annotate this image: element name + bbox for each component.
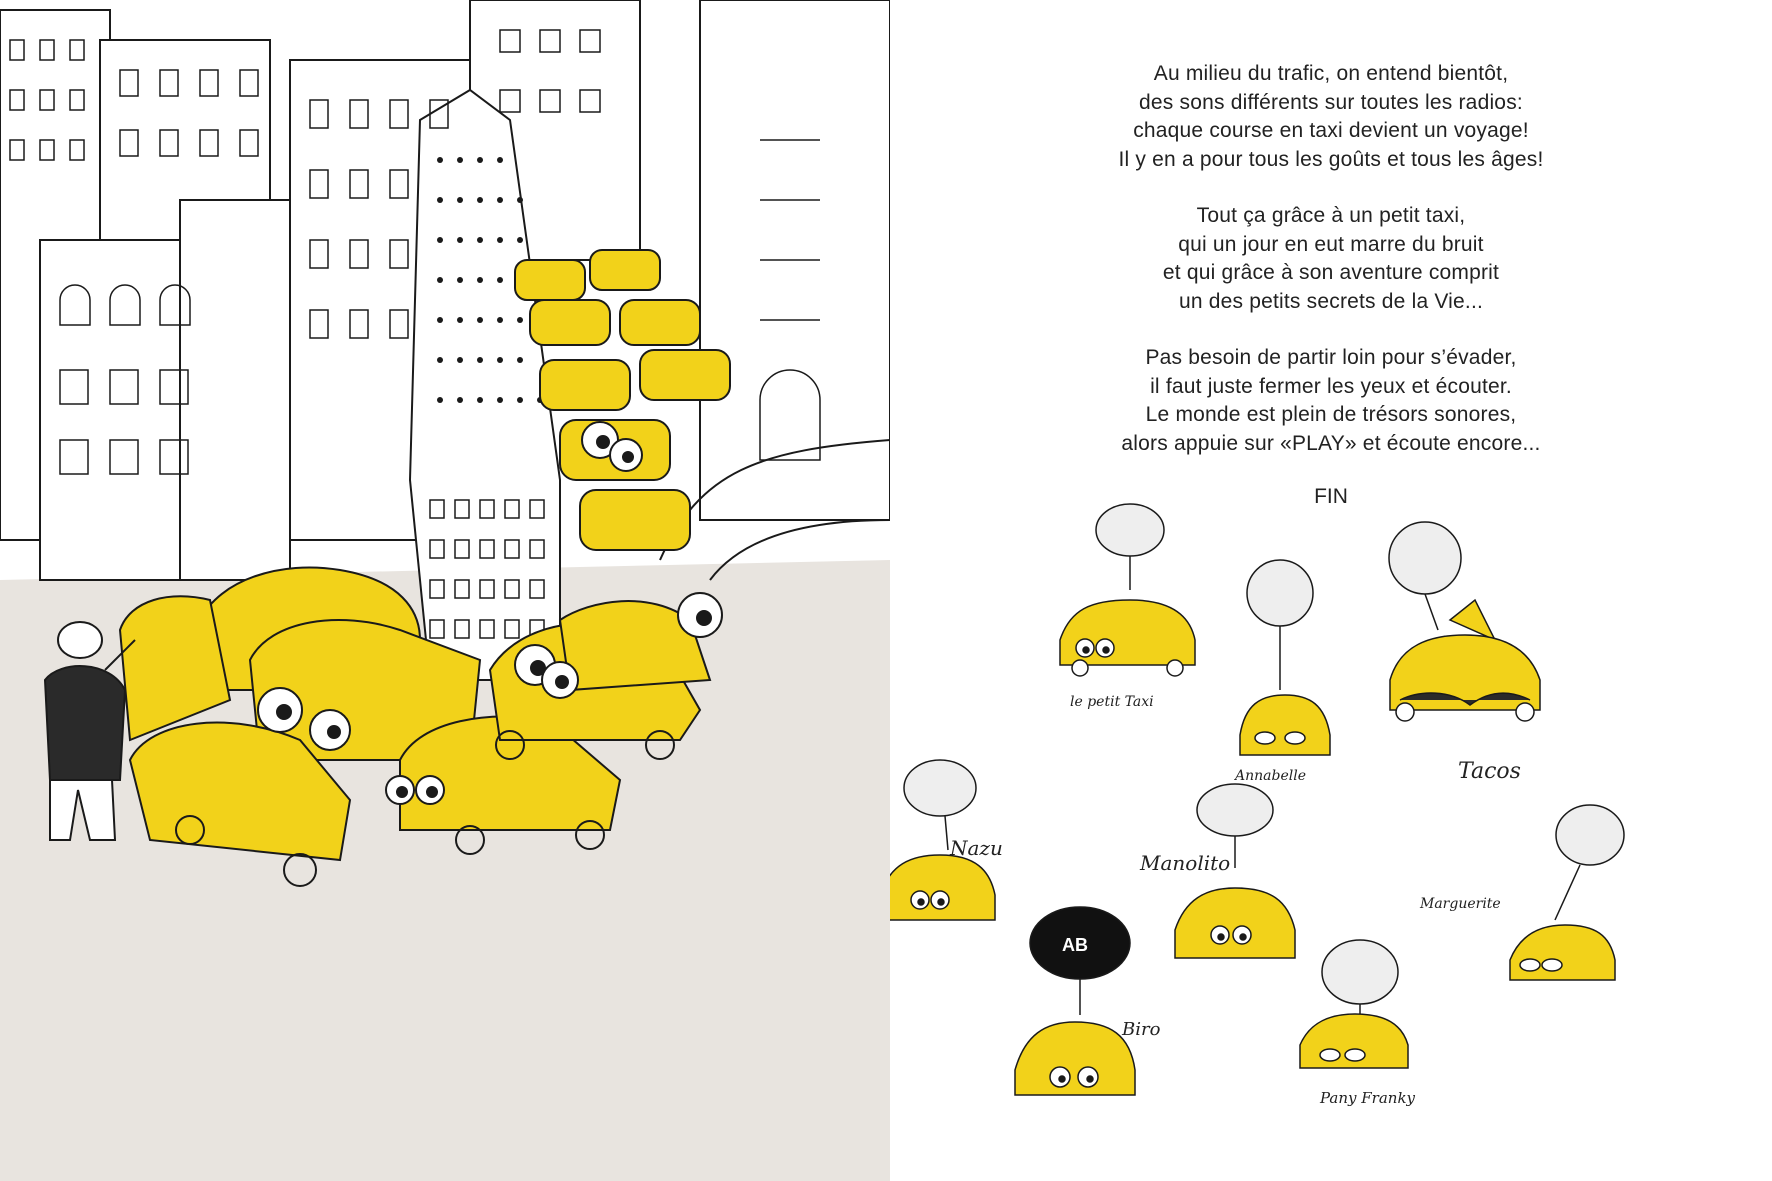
story-line: et qui grâce à son aventure comprit: [1162, 261, 1500, 284]
characters-illustration: [890, 0, 1772, 1181]
tacos-name: Tacos: [1458, 759, 1521, 784]
manolito-name: Manolito: [1140, 851, 1231, 875]
petit-taxi-name: le petit Taxi: [1070, 694, 1154, 710]
story-line: Il y en a pour tous les goûts et tous les âges!: [1118, 147, 1544, 171]
pany-franky-name: Pany Franky: [1320, 1089, 1416, 1107]
story-line: il faut juste fermer les yeux et écouter.: [1150, 374, 1512, 398]
biro-bubble-text: AB: [1062, 935, 1088, 955]
story-line: Au milieu du trafic, on entend bientôt,: [1153, 62, 1509, 85]
story-page: [890, 0, 1772, 1181]
story-line: alors appuie sur «PLAY» et écoute encore...: [1121, 431, 1541, 455]
nazu-name: Nazu: [950, 836, 1003, 860]
story-line: Tout ça grâce à un petit taxi,: [1196, 204, 1466, 227]
ending-title: FIN: [1314, 485, 1348, 508]
annabelle-name: Annabelle: [1235, 768, 1306, 784]
story-line: qui un jour en eut marre du bruit: [1178, 232, 1484, 256]
story-line: chaque course en taxi devient un voyage!: [1133, 119, 1529, 142]
biro-name: Biro: [1122, 1019, 1161, 1040]
nazu-character: [890, 760, 1003, 920]
story-line: Le monde est plein de trésors sonores,: [1145, 403, 1517, 426]
story-line: des sons différents sur toutes les radios:: [1139, 90, 1523, 114]
petit-taxi-character: [1060, 504, 1195, 710]
pany-franky-character: [1300, 940, 1416, 1107]
manolito-character: [1139, 784, 1295, 958]
story-line: un des petits secrets de la Vie...: [1178, 289, 1484, 313]
tacos-character: [1389, 522, 1540, 784]
annabelle-character: [1233, 560, 1330, 784]
story-line: Pas besoin de partir loin pour s’évader,: [1145, 346, 1517, 369]
marguerite-character: [1419, 805, 1624, 980]
biro-character: [1015, 907, 1161, 1095]
marguerite-name: Marguerite: [1420, 896, 1501, 912]
